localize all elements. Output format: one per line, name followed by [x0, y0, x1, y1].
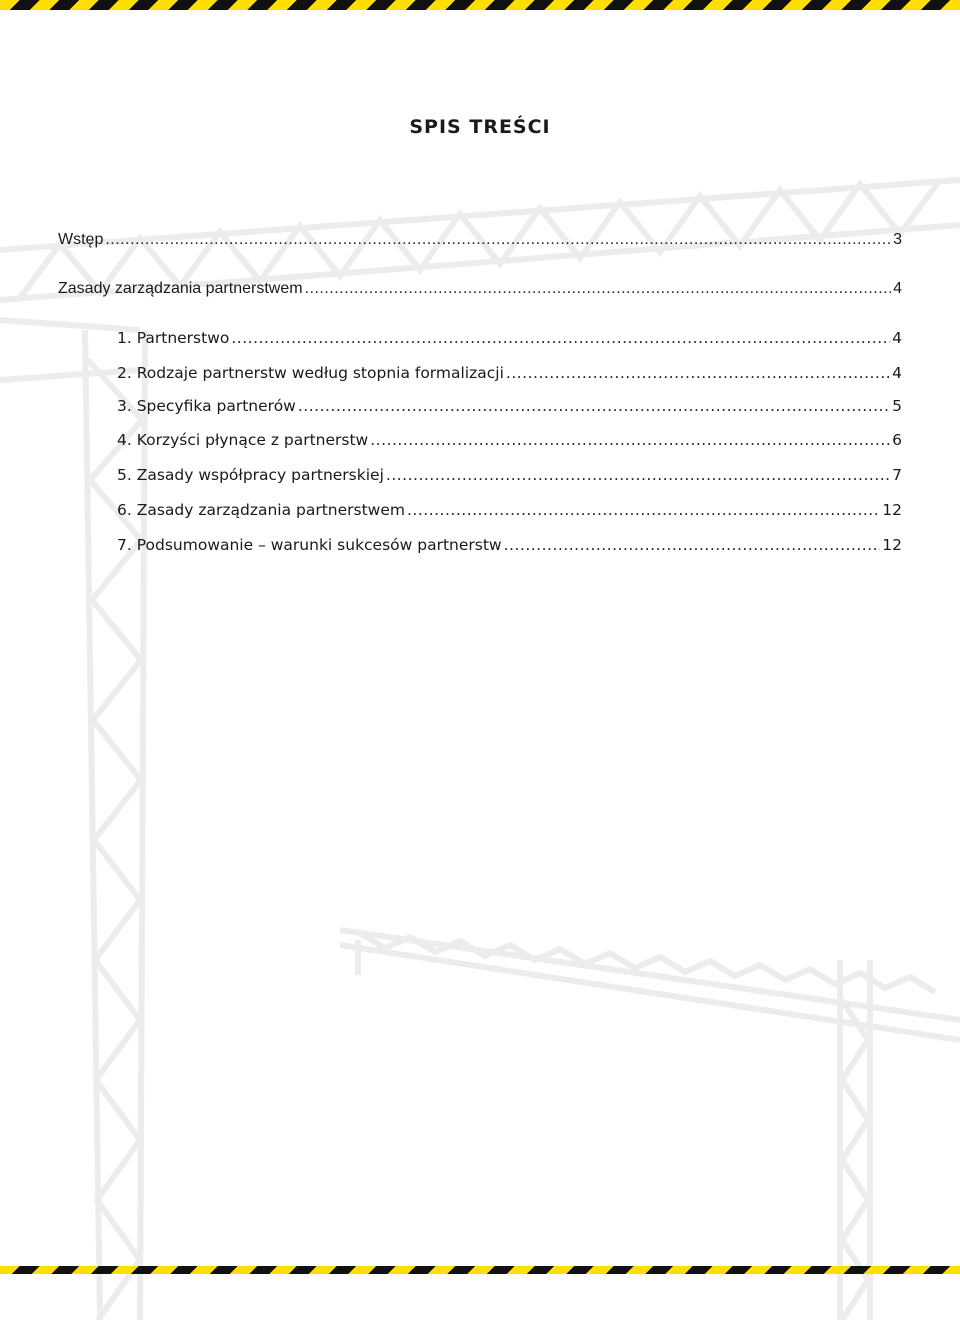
toc-subentry[interactable] [117, 397, 902, 415]
toc-subentry[interactable] [117, 431, 902, 449]
toc-entry-page: 7 [892, 466, 902, 484]
toc-leader-dots [370, 431, 890, 449]
toc-entry-label: 7. Podsumowanie – warunki sukcesów partnerstw [117, 536, 502, 554]
toc-entry-label: 2. Rodzaje partnerstw według stopnia formalizacji [117, 364, 504, 382]
toc-subentry[interactable] [117, 466, 902, 484]
toc-subentry[interactable] [117, 364, 902, 382]
toc-leader-dots [506, 364, 890, 382]
toc-entry-page: 6 [892, 431, 902, 449]
toc-entry-page: 4 [892, 329, 902, 347]
toc-leader-dots [105, 231, 891, 249]
hazard-stripe-bottom [0, 1266, 960, 1274]
toc-entry-label: Wstęp [58, 231, 104, 248]
toc-leader-dots [504, 536, 881, 554]
toc-entry-label: 5. Zasady współpracy partnerskiej [117, 466, 384, 484]
toc-subentry[interactable] [117, 329, 902, 347]
toc-subentry[interactable] [117, 536, 902, 554]
toc-leader-dots [407, 501, 880, 519]
toc-entry[interactable] [58, 280, 902, 298]
toc-leader-dots [231, 329, 890, 347]
toc-leader-dots [386, 466, 890, 484]
toc-leader-dots [298, 397, 890, 415]
toc-entry-label: 1. Partnerstwo [117, 329, 230, 347]
toc-subentry[interactable] [117, 501, 902, 519]
toc-entry-label: Zasady zarządzania partnerstwem [58, 280, 303, 297]
page-title: SPIS TREŚCI [409, 116, 551, 138]
toc-entry-page: 5 [892, 397, 902, 415]
toc-entry-label: 3. Specyfika partnerów [117, 397, 296, 415]
toc-entry-label: 6. Zasady zarządzania partnerstwem [117, 501, 405, 519]
toc-entry[interactable] [58, 231, 902, 249]
toc-entry-page: 4 [893, 280, 902, 297]
toc-entry-page: 4 [892, 364, 902, 382]
toc-entry-label: 4. Korzyści płynące z partnerstw [117, 431, 369, 449]
toc-entry-page: 3 [893, 231, 902, 248]
toc-entry-page: 12 [882, 536, 902, 554]
toc-leader-dots [305, 280, 892, 298]
toc-entry-page: 12 [882, 501, 902, 519]
